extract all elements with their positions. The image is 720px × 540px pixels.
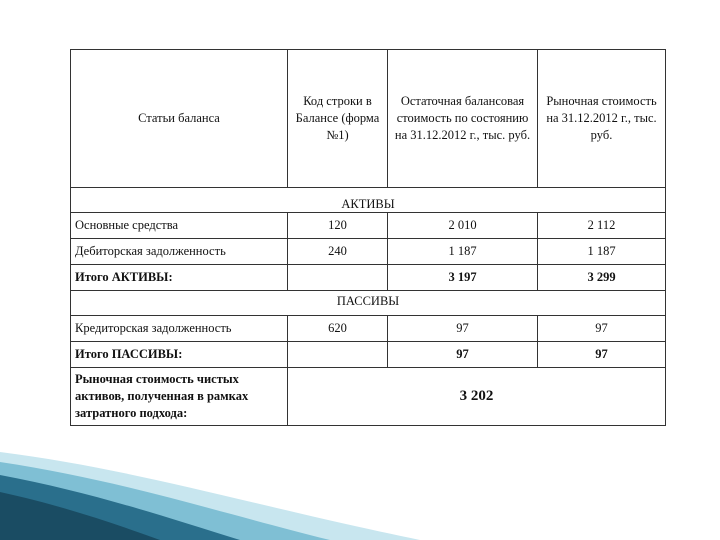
header-market-value: Рыночная стоимость на 31.12.2012 г., тыс. руб. <box>538 50 666 188</box>
asset-code: 120 <box>288 213 388 239</box>
liabilities-total-market: 97 <box>538 342 666 368</box>
table-row <box>71 213 666 239</box>
section-liabilities-label: ПАССИВЫ <box>336 293 400 308</box>
section-row-liabilities <box>71 291 666 316</box>
assets-total-book: 3 197 <box>388 265 538 291</box>
asset-book: 1 187 <box>388 239 538 265</box>
header-code: Код строки в Балансе (форма №1) <box>288 50 388 188</box>
section-row-assets <box>71 188 666 213</box>
liability-item: Кредиторская задолженность <box>71 316 288 342</box>
swoosh-light <box>0 452 420 540</box>
liabilities-total-code <box>288 342 388 368</box>
liability-code: 620 <box>288 316 388 342</box>
asset-market: 1 187 <box>538 239 666 265</box>
asset-book: 2 010 <box>388 213 538 239</box>
swoosh-dark <box>0 475 240 540</box>
net-assets-value: 3 202 <box>288 368 666 426</box>
asset-code: 240 <box>288 239 388 265</box>
assets-total-market: 3 299 <box>538 265 666 291</box>
asset-item: Дебиторская задолженность <box>71 239 288 265</box>
liabilities-total-row <box>71 342 666 368</box>
asset-market: 2 112 <box>538 213 666 239</box>
liabilities-total-book: 97 <box>388 342 538 368</box>
header-book-value: Остаточная балансовая стоимость по состоянию на 31.12.2012 г., тыс. руб. <box>388 50 538 188</box>
header-items: Статьи баланса <box>71 50 288 188</box>
assets-total-label: Итого АКТИВЫ: <box>71 265 288 291</box>
net-assets-label: Рыночная стоимость чистых активов, полученная в рамках затратного подхода: <box>71 368 288 426</box>
liabilities-total-label: Итого ПАССИВЫ: <box>71 342 288 368</box>
swoosh-darkest <box>0 492 160 540</box>
balance-table <box>70 49 666 426</box>
table-row <box>71 316 666 342</box>
table-row <box>71 239 666 265</box>
liability-market: 97 <box>538 316 666 342</box>
swoosh-mid <box>0 462 330 540</box>
section-assets-label: АКТИВЫ <box>341 196 395 211</box>
liability-book: 97 <box>388 316 538 342</box>
assets-total-code <box>288 265 388 291</box>
net-assets-row <box>71 368 666 426</box>
asset-item: Основные средства <box>71 213 288 239</box>
table-header-row <box>71 50 666 188</box>
assets-total-row <box>71 265 666 291</box>
